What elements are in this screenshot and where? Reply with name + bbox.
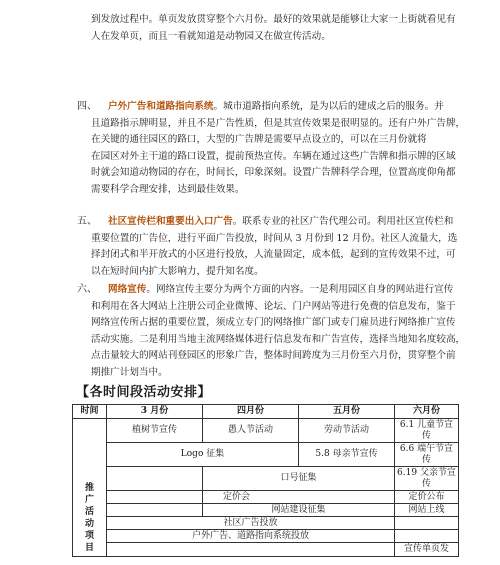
header-may: 五月份 <box>299 405 395 419</box>
item-6-line-6: 期推广计划当中。 <box>91 366 168 378</box>
item-6-line-5: 点击量较大的网站刊登园区的形象广告，整体时间跨度为三月份至六月份，贯穿整个前 <box>91 350 456 361</box>
cell-dragonboat: 6.6 端午节宣传 <box>395 443 459 467</box>
row-label: 推广活动项目 <box>73 419 107 557</box>
item-6-line-1-text: 。网络宣传主要分为两个方面的内容。一是利用园区自身的网站进行宣传 <box>146 284 454 295</box>
item-5-line-2: 重要位置的广告位，进行平面广告投放，时间从 3 月份到 12 月份。社区人流量大，选 <box>91 232 458 244</box>
header-time: 时间 <box>73 405 107 419</box>
item-6-line-3: 网络宣传所占据的重要位置，须成立专门的网络推广部门或专门雇员进行网络推广宣传 <box>91 317 456 328</box>
item-5-line-1 <box>108 214 453 231</box>
cell-slogan: 口号征集 <box>203 467 395 491</box>
intro-line-2: 人在发单页，而且一看就知道是动物园又在做宣传活动。 <box>91 30 331 42</box>
item-4-title: 户外广告和道路指向系统 <box>108 101 214 112</box>
item-4-line-2: 且道路指示牌明显，并且不是广告性质，但是其宣传效果是很明显的。还有户外广告牌， <box>91 117 466 129</box>
cell-community-ads: 社区广告投放 <box>107 517 395 530</box>
item-6-title: 网络宣传 <box>108 284 147 295</box>
header-march: 3 月份 <box>107 405 203 419</box>
item-5-line-3: 择封闭式和半开放式的小区进行投放，人流量固定，成本低，起到的宣传效果不过，可 <box>91 249 456 260</box>
item-6-line-4: 活动实施。二是利用当地主流网络媒体进行信息发布和广告宣传，选择当地知名度较高， <box>91 333 466 345</box>
item-5-line-1-text: 。联系专业的社区广告代理公司。利用社区宣传栏和 <box>232 216 454 227</box>
item-5-title: 社区宣传栏和重要出入口广告 <box>108 216 233 227</box>
header-april: 四月份 <box>203 405 299 419</box>
table-row <box>73 517 459 530</box>
table-row <box>73 443 459 467</box>
cell-march-tree: 植树节宣传 <box>107 419 203 443</box>
header-june: 六月份 <box>395 405 459 419</box>
table-row <box>73 491 459 504</box>
cell-outdoor-ads: 户外广告、道路指向系统投放 <box>107 530 395 543</box>
table-row <box>73 530 459 543</box>
item-6-number: 六、 <box>77 284 97 295</box>
item-4-line-1-text: 。城市道路指向系统，是为以后的建成之后的服务。并 <box>213 101 444 112</box>
cell-flyers: 宣传单页发 <box>395 543 459 557</box>
table-row <box>73 504 459 517</box>
cell-logo: Logo 征集 <box>107 443 299 467</box>
cell-pricing-meeting: 定价会 <box>203 491 395 504</box>
cell-june-children: 6.1 儿童节宣传 <box>395 419 459 443</box>
section-heading: 【各时间段活动安排】 <box>76 385 212 400</box>
table-row <box>73 467 459 491</box>
item-6-line-1 <box>108 282 453 299</box>
cell-may-labor: 劳动节活动 <box>299 419 395 443</box>
item-5-line-4: 以在短时间内扩大影响力，提升知名度。 <box>91 265 264 277</box>
intro-line-1: 到发放过程中。单页发放贯穿整个六月份。最好的效果就是能够让大家一上街就看见有 <box>91 14 456 25</box>
cell-fathers: 6.19 父亲节宣传 <box>395 467 459 491</box>
cell-april-fools: 愚人节活动 <box>203 419 299 443</box>
item-4-line-1 <box>108 99 444 116</box>
cell-website-launch: 网站上线 <box>395 504 459 517</box>
table-row <box>73 543 459 557</box>
item-4-number: 四、 <box>77 101 97 112</box>
item-4-line-3: 在关键的通往园区的路口，大型的广告牌是需要早点设立的，可以在三月份就将 <box>91 134 427 145</box>
cell-website-build: 网站建设征集 <box>203 504 395 517</box>
item-4-line-6: 需要科学合理安排，达到最佳效果。 <box>91 183 245 195</box>
cell-pricing-announce: 定价公布 <box>395 491 459 504</box>
table-row <box>73 419 459 443</box>
item-6-line-2: 和利用在各大网站上注册公司企业微博、论坛、门户网站等进行免费的信息发布，鉴于 <box>91 300 456 312</box>
schedule-table <box>72 404 459 557</box>
table-header-row <box>73 405 459 419</box>
cell-mothers: 5.8 母亲节宣传 <box>299 443 395 467</box>
item-4-line-4: 在园区对外主干道的路口设置，提前预热宣传。车辆在通过这些广告牌和指示牌的区域 <box>91 150 456 162</box>
item-4-line-5: 时就会知道动物园的存在，时间长，印象深刻。设置广告牌科学合理，位置高度仰角都 <box>91 167 456 178</box>
item-5-number: 五、 <box>77 216 97 227</box>
